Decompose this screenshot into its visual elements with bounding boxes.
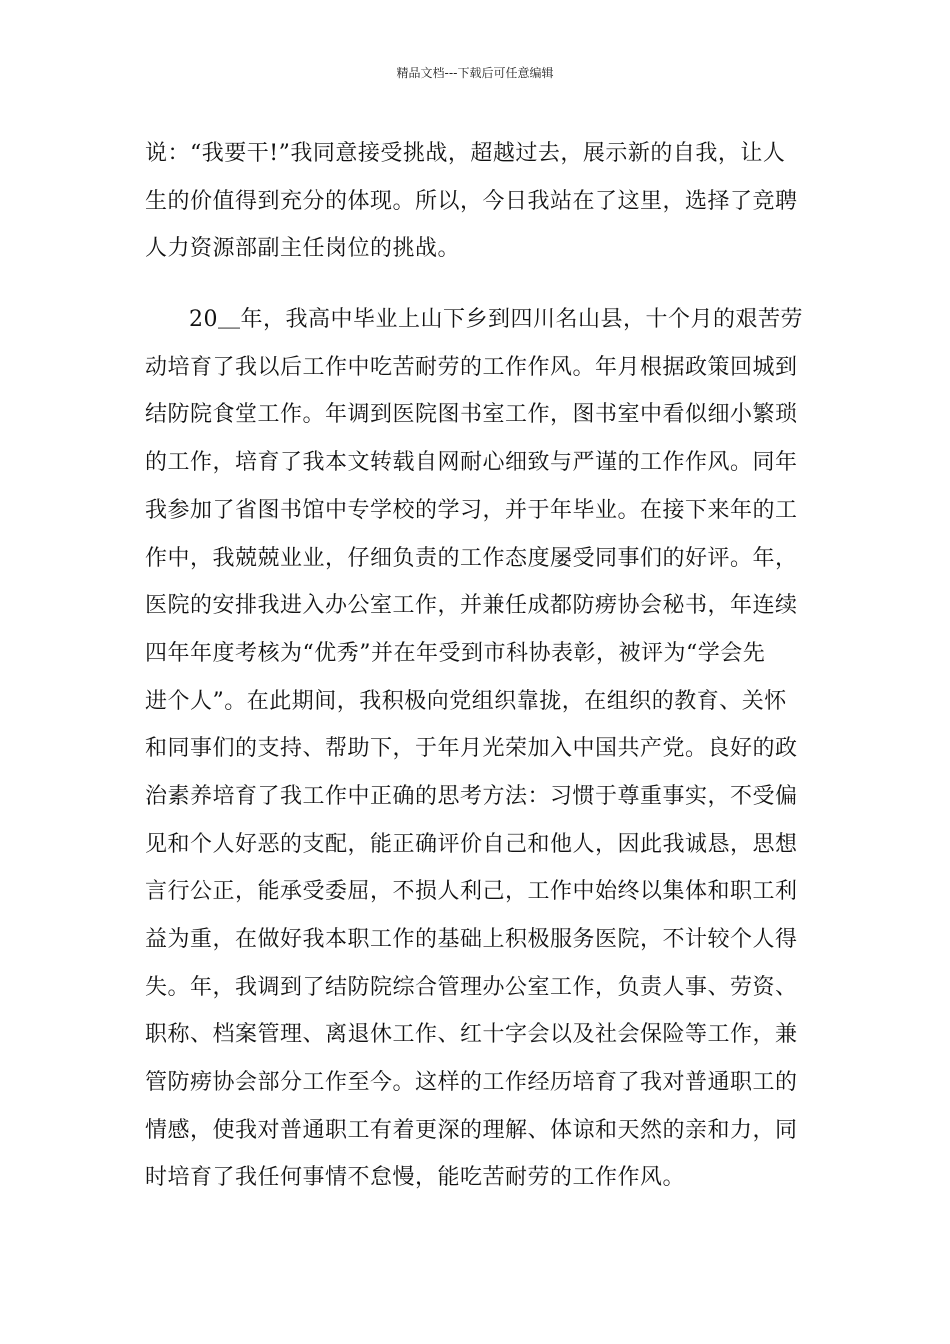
page-header: 精品文档---下载后可任意编辑: [396, 66, 554, 80]
text-line: 四年年度考核为“优秀”并在年受到市科协表彰，被评为“学会先: [145, 640, 766, 666]
text-line: 我参加了省图书馆中专学校的学习，并于年毕业。在接下来年的工: [145, 497, 798, 523]
paragraph-gap: [145, 273, 807, 296]
text-line: 20＿年，我高中毕业上山下乡到四川名山县，十个月的艰苦劳: [189, 307, 803, 333]
text-line: 的工作，培育了我本文转载自网耐心细致与严谨的工作作风。同年: [145, 450, 798, 476]
text-line: 职称、档案管理、离退休工作、红十字会以及社会保险等工作，兼: [145, 1022, 798, 1048]
paragraph-1: [145, 130, 807, 273]
text-line: 人力资源部副主任岗位的挑战。: [145, 236, 461, 262]
text-line: 作中，我兢兢业业，仔细负责的工作态度屡受同事们的好评。年，: [145, 545, 798, 571]
text-line: 益为重，在做好我本职工作的基础上积极服务医院，不计较个人得: [145, 927, 798, 952]
text-line: 治素养培育了我工作中正确的思考方法：习惯于尊重事实，不受偏: [145, 783, 798, 809]
text-line: 动培育了我以后工作中吃苦耐劳的工作作风。年月根据政策回城到: [145, 354, 798, 380]
text-line: 时培育了我任何事情不怠慢，能吃苦耐劳的工作作风。: [145, 1165, 686, 1191]
document-body: [145, 130, 807, 1202]
text-line: 见和个人好恶的支配，能正确评价自己和他人，因此我诚恳，思想: [145, 831, 798, 857]
text-line: 医院的安排我进入办公室工作，并兼任成都防痨协会秘书，年连续: [145, 593, 798, 619]
text-line: 言行公正，能承受委屈，不损人利己，工作中始终以集体和职工利: [145, 879, 798, 905]
text-line: 失。年，我调到了结防院综合管理办公室工作，负责人事、劳资、: [145, 974, 798, 1000]
paragraph-2: [145, 296, 807, 1202]
text-line: 结防院食堂工作。年调到医院图书室工作，图书室中看似细小繁琐: [145, 402, 798, 428]
text-line: 管防痨协会部分工作至今。这样的工作经历培育了我对普通职工的: [145, 1070, 798, 1096]
text-line: 情感，使我对普通职工有着更深的理解、体谅和天然的亲和力，同: [145, 1117, 798, 1143]
text-line: 生的价值得到充分的体现。所以，今日我站在了这里，选择了竞聘: [145, 188, 798, 214]
text-line: 说：“我要干!”我同意接受挑战，超越过去，展示新的自我，让人: [145, 141, 786, 166]
text-line: 进个人”。在此期间，我积极向党组织靠拢，在组织的教育、关怀: [145, 688, 787, 714]
text-line: 和同事们的支持、帮助下，于年月光荣加入中国共产党。良好的政: [145, 736, 798, 762]
